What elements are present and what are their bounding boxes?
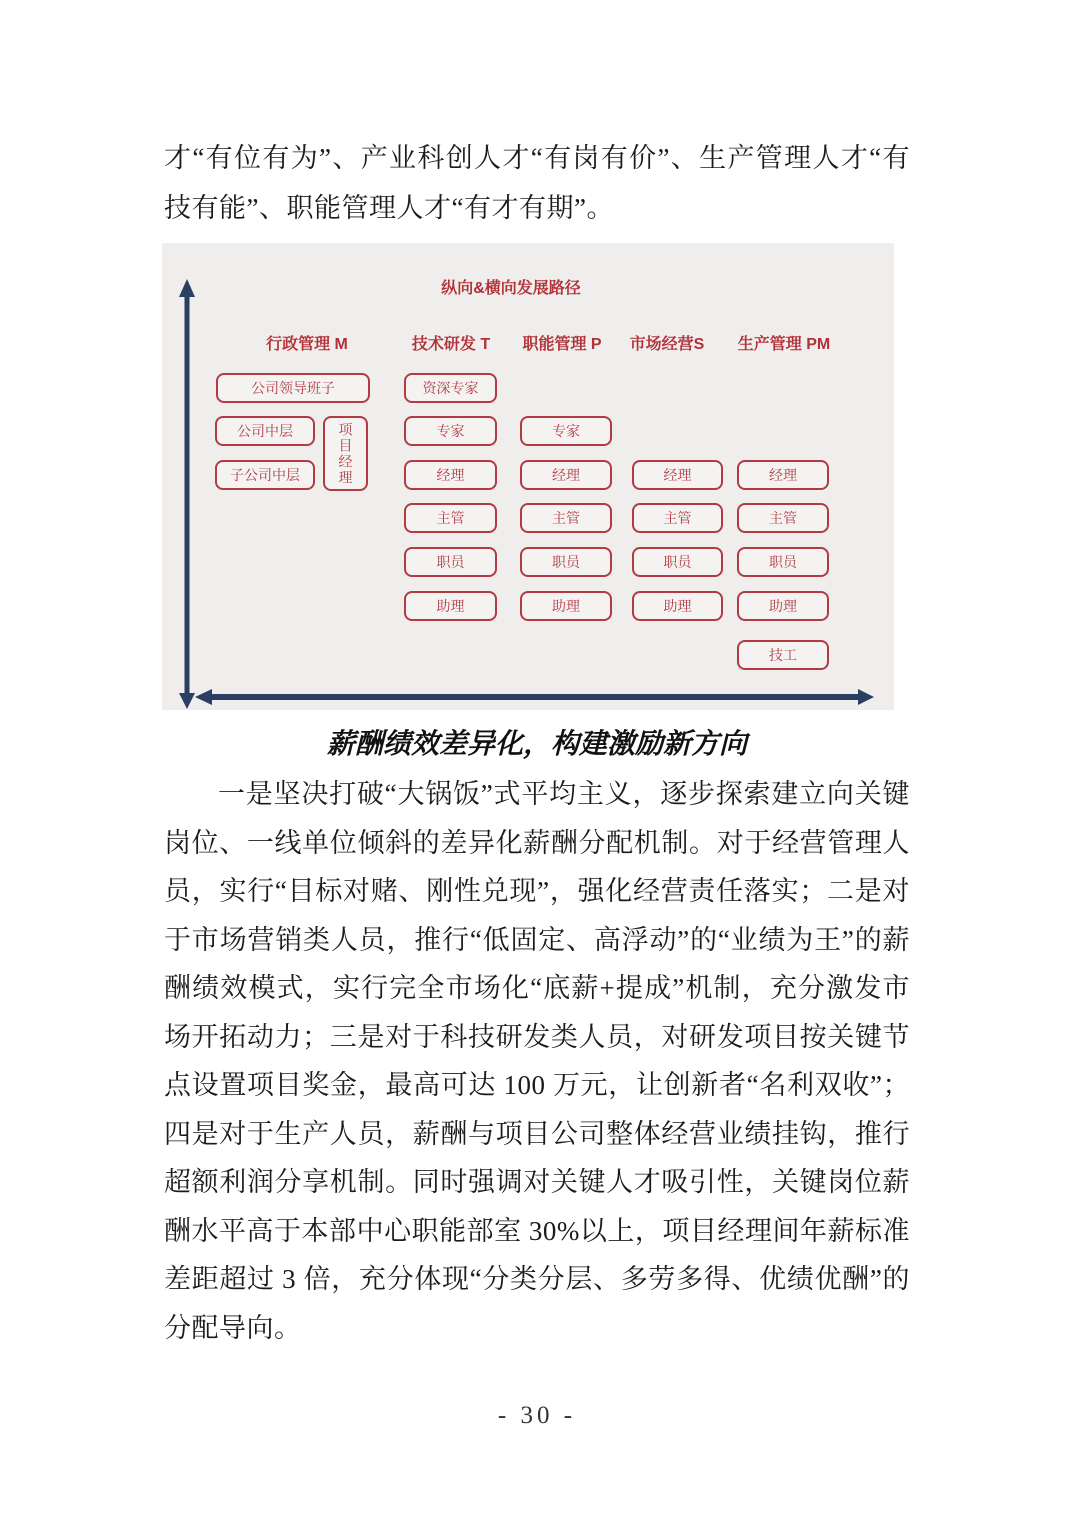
column-header-4: 市场经营S — [629, 336, 705, 353]
role-box: 技工 — [737, 640, 829, 670]
horizontal-axis-arrowhead-right — [858, 689, 874, 705]
role-box: 主管 — [737, 503, 829, 533]
role-box: 助理 — [632, 591, 723, 621]
section-heading: 薪酬绩效差异化，构建激励新方向 — [326, 729, 747, 760]
role-box: 助理 — [404, 591, 497, 621]
page-number: - 30 - — [497, 1402, 577, 1429]
role-box: 助理 — [520, 591, 612, 621]
role-box: 资深专家 — [404, 373, 497, 403]
project-manager-box: 项目经理 — [323, 416, 368, 491]
column-header-5: 生产管理 PM — [737, 336, 831, 353]
vertical-axis-arrowhead-top — [179, 279, 195, 297]
role-box: 公司领导班子 — [216, 373, 370, 403]
vertical-axis-arrowhead-bottom — [179, 693, 195, 709]
column-header-1: 行政管理 M — [266, 336, 348, 353]
column-header-2: 技术研发 T — [411, 336, 491, 353]
role-box: 专家 — [404, 416, 497, 446]
role-box: 职员 — [404, 547, 497, 577]
role-box: 公司中层 — [215, 416, 315, 446]
role-box: 助理 — [737, 591, 829, 621]
career-path-diagram — [162, 243, 894, 710]
body-paragraph: 一是坚决打破“大锅饭”式平均主义，逐步探索建立向关键岗位、一线单位倾斜的差异化薪酬分配机制。对于经营管理人员，实行“目标对赌、刚性兑现”，强化经营责任落实；二是对于市场营销类人员，推行“低固定、高浮动”的“业绩为王”的薪酬绩效模式，实行完全市场化“底薪+提成”机制，充分激发市场开拓动力；三是对于科技研发类人员，对研发项目按关键节点设置项目奖金，最高可达 100 万元，让创新者“名利双收”；四是对于生产人员，薪酬与项目公司整体经营业绩挂钩，推行超额利润分享机制。同时强调对关键人才吸引性，关键岗位薪酬水平高于本部中心职能部室 30%以上，项目经理间年薪标准差距超过 3 倍，充分体现“分类分层、多劳多得、优绩优酬”的分配导向。 — [164, 779, 910, 1343]
role-box: 职员 — [520, 547, 612, 577]
role-box: 经理 — [404, 460, 497, 490]
role-box: 主管 — [404, 503, 497, 533]
intro-paragraph: 才“有位有为”、产业科创人才“有岗有价”、生产管理人才“有技有能”、职能管理人才“有才有期”。 — [164, 143, 910, 223]
role-box: 专家 — [520, 416, 612, 446]
column-header-3: 职能管理 P — [522, 336, 602, 353]
role-box: 子公司中层 — [215, 460, 315, 490]
role-box: 主管 — [520, 503, 612, 533]
role-box: 职员 — [632, 547, 723, 577]
role-box: 经理 — [632, 460, 723, 490]
role-box: 职员 — [737, 547, 829, 577]
role-box: 主管 — [632, 503, 723, 533]
diagram-title: 纵向&横向发展路径 — [441, 280, 581, 297]
role-box: 经理 — [520, 460, 612, 490]
role-box: 经理 — [737, 460, 829, 490]
horizontal-axis-arrowhead-left — [195, 689, 212, 705]
